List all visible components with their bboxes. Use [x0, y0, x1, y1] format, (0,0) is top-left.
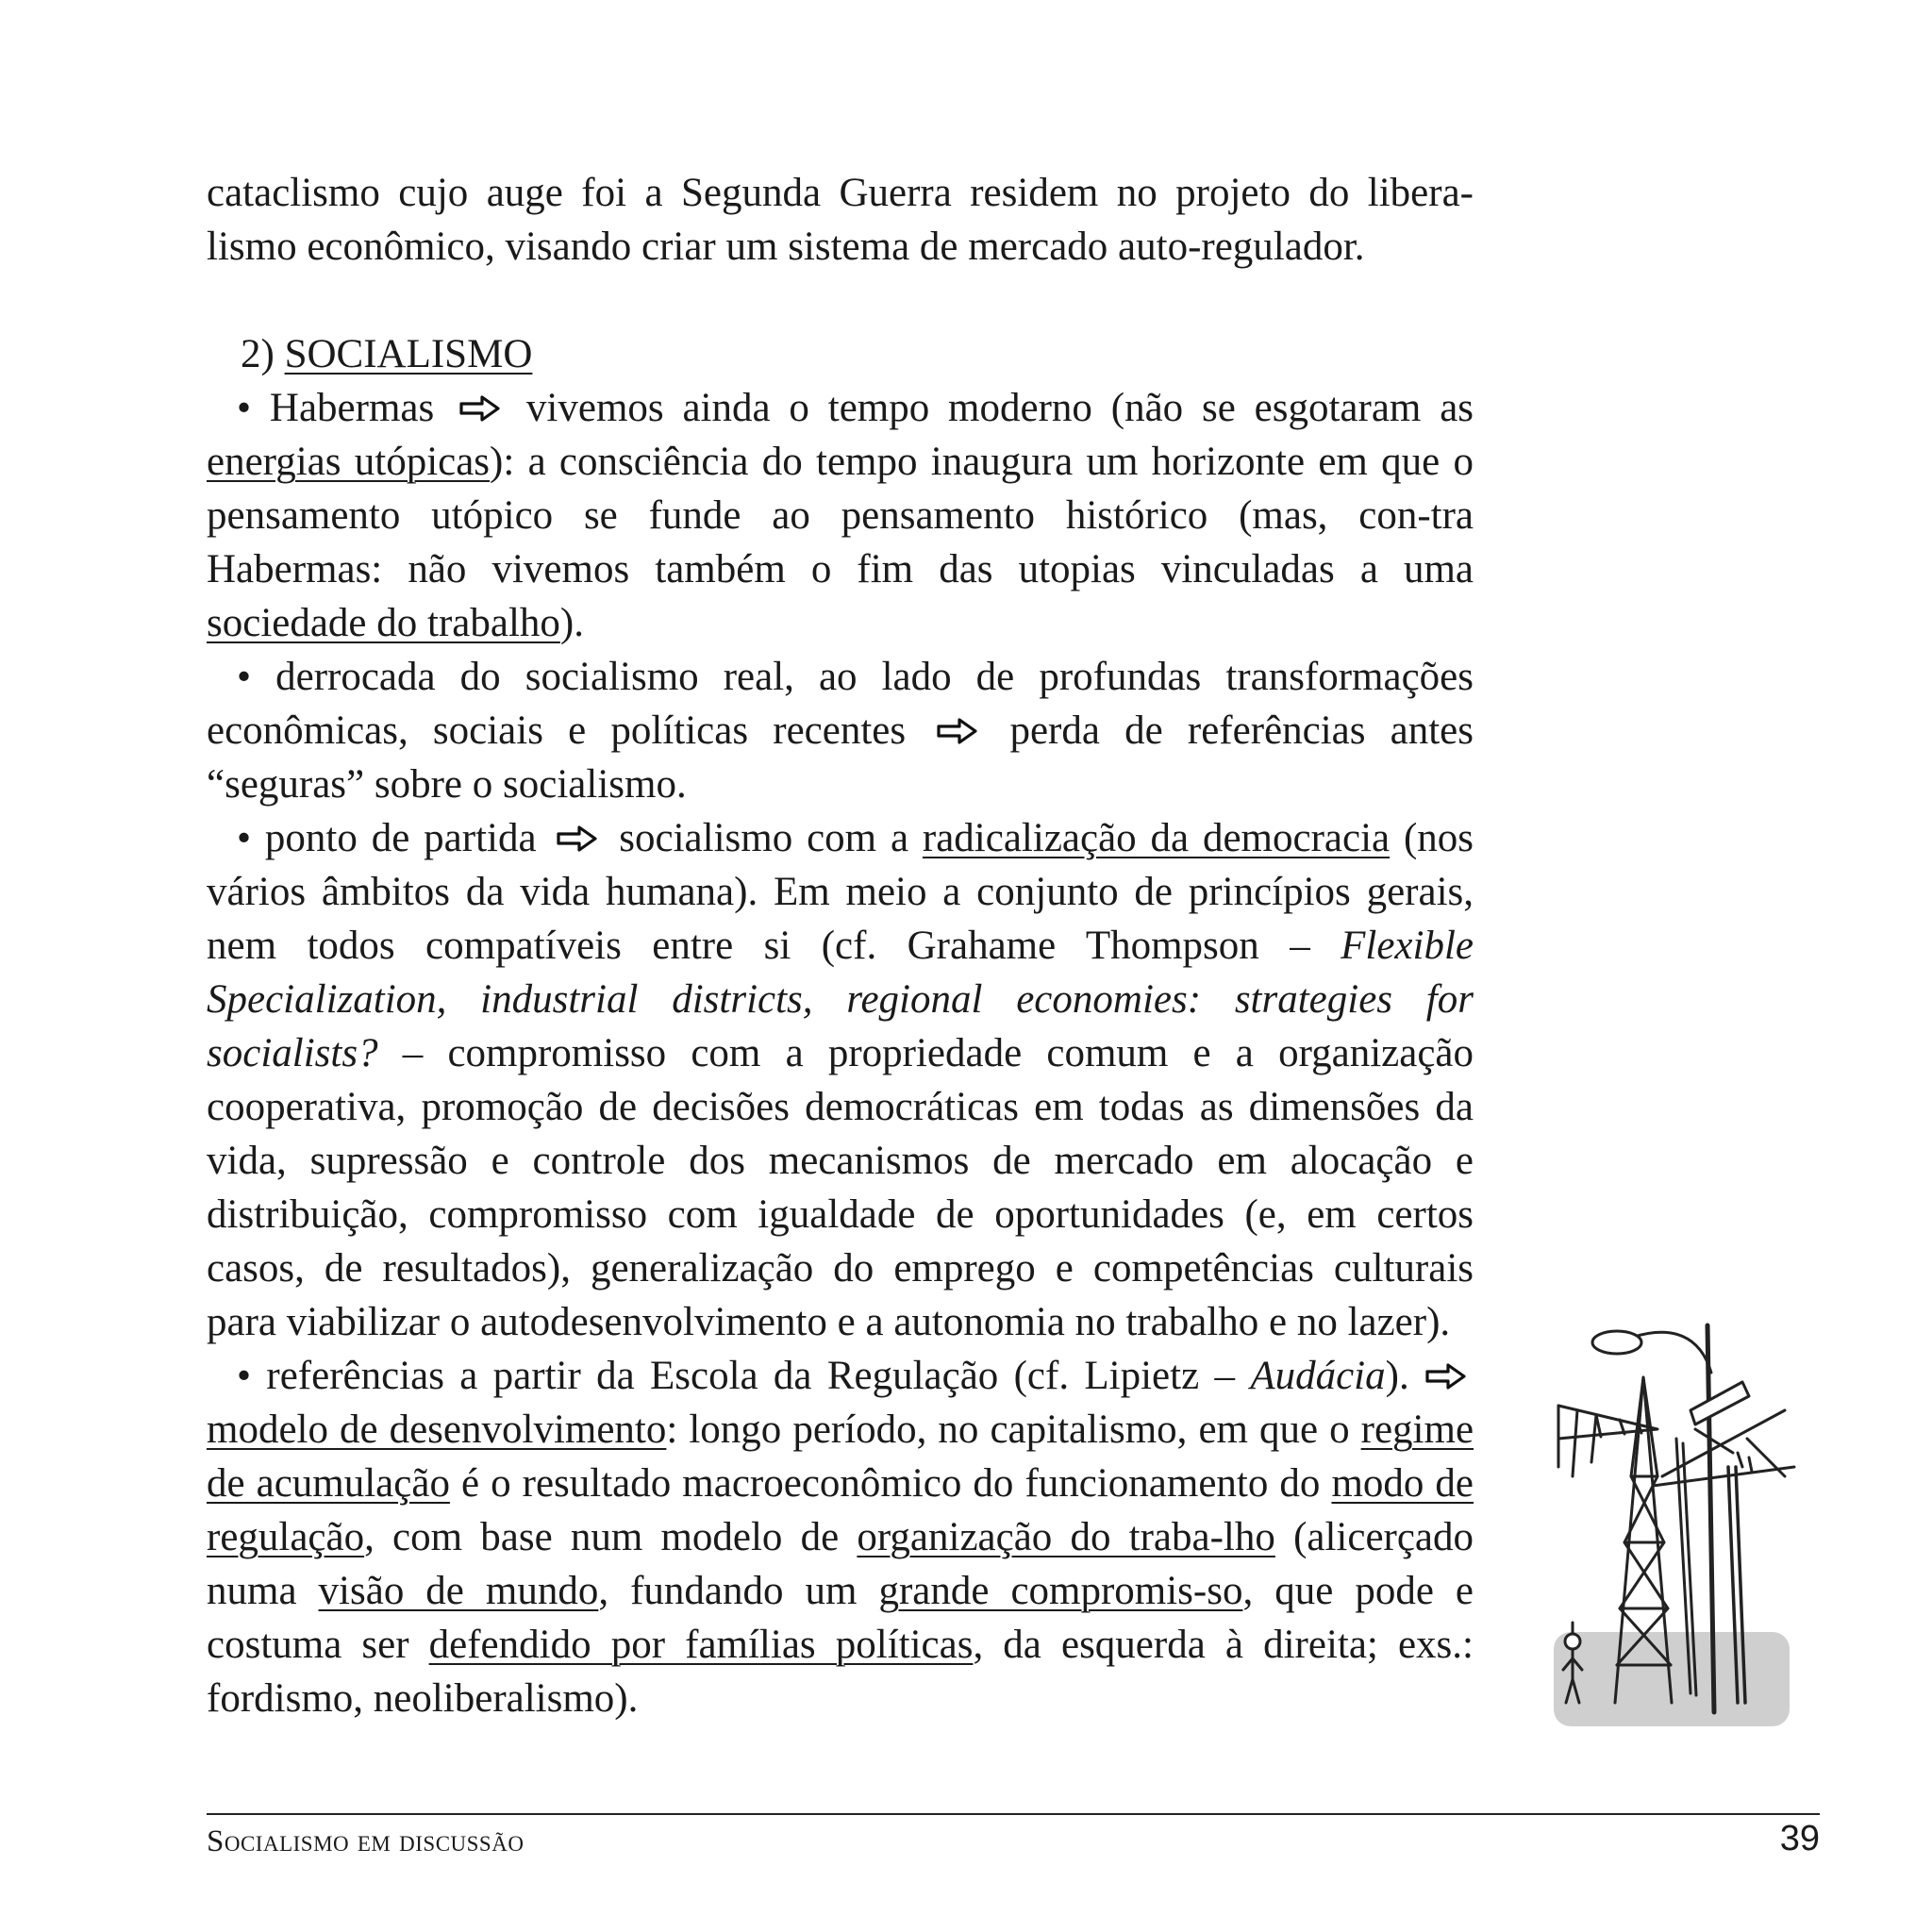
- bullet-mark: •: [237, 816, 252, 860]
- hollow-right-arrow-icon: [458, 394, 502, 423]
- hollow-right-arrow-icon: [936, 717, 979, 745]
- bullet4-text-c: : longo período, no capitalismo, em que o: [666, 1407, 1350, 1452]
- underlined-term: modelo de desenvolvimento: [207, 1407, 667, 1452]
- bullet-mark: •: [237, 655, 252, 699]
- underlined-term: regime de acumulação: [207, 1407, 1474, 1506]
- bullet3-text-c: (nos vários âmbitos da vida humana). Em meio a conjunto de princípios gerais, nem todos compatíveis entre si (cf. Grahame Thompson –: [207, 816, 1474, 968]
- hollow-right-arrow-icon: [1424, 1362, 1468, 1391]
- section-title: SOCIALISMO: [284, 332, 533, 376]
- section-number: 2): [241, 332, 275, 376]
- bullet-derrocada: [207, 650, 1474, 811]
- spacer: [207, 274, 1474, 327]
- page-number: 39: [1779, 1819, 1820, 1858]
- bullet-ponto-de-partida: [207, 811, 1474, 1349]
- power-pylon-with-streetlamp-illustration: [1540, 1288, 1804, 1731]
- bullet-mark: •: [237, 386, 252, 430]
- underlined-term: sociedade do trabalho: [207, 601, 560, 645]
- bullet4-text-d: é o resultado macroeconômico do funcionamento do: [461, 1461, 1321, 1506]
- ground-shadow: [1554, 1632, 1790, 1726]
- bullet3-text-d: – compromisso com a propriedade comum e a organização cooperativa, promoção de decisões democráticas em todas as dimensões da vida, supressão e controle dos mecanismos de mercado em alocação e distribuição, compromisso com igualdade de oportunidades (e, em certos casos, de resultados), generalização do emprego e competências culturais para viabilizar o autodesenvolvimento e a autonomia no trabalho e no lazer).: [207, 1031, 1474, 1344]
- bullet-mark: •: [237, 1354, 252, 1398]
- underlined-term: grande compromis-so: [878, 1569, 1243, 1613]
- underlined-term: visão de mundo: [318, 1569, 599, 1613]
- hollow-right-arrow-icon: [556, 824, 599, 853]
- bullet1-text-b: vivemos ainda o tempo moderno (não se esgotaram as: [525, 386, 1474, 430]
- bullet3-text-b: socialismo com a: [619, 816, 909, 860]
- intro-line-2: lismo econômico, visando criar um sistema de mercado auto-regulador.: [207, 225, 1365, 269]
- underlined-term: energias utópicas: [207, 440, 491, 484]
- bullet4-text-b: ).: [1385, 1354, 1409, 1398]
- bullet2-text-a: derrocada do socialismo real, ao lado de profundas transformações econômicas, sociais e políticas recentes: [207, 655, 1474, 753]
- underlined-term: modo de regulação: [207, 1461, 1474, 1559]
- paragraph-intro: [207, 166, 1474, 274]
- underlined-term: defendido por famílias políticas: [428, 1623, 974, 1667]
- body-text: [207, 166, 1474, 1725]
- bullet-habermas: [207, 381, 1474, 650]
- bullet4-text-a: referências a partir da Escola da Regulação (cf. Lipietz –: [266, 1354, 1235, 1398]
- bullet1-text-c: ): a consciência do tempo inaugura um horizonte em que o pensamento utópico se funde ao pensamento histórico (mas, con-tra Habermas: não vivemos também o fim das utopias vinculadas a uma: [207, 440, 1474, 591]
- underlined-term: radicalização da democracia: [922, 816, 1391, 860]
- intro-line-1: cataclismo cujo auge foi a Segunda Guerra residem no projeto do libera-: [207, 171, 1474, 215]
- book-title: Flexible Specialization, industrial districts, regional economies: strategies for socialists?: [207, 924, 1474, 1075]
- bullet1-text-d: ).: [559, 601, 584, 645]
- footer-rule: [207, 1813, 1820, 1815]
- bullet4-text-e: , com base num modelo de: [364, 1515, 840, 1559]
- bullet1-text-a: Habermas: [269, 386, 435, 430]
- bullet4-text-g: , fundando um: [598, 1569, 858, 1613]
- footer-book-title: Socialismo em discussão: [207, 1824, 525, 1858]
- bullet2-text-b: perda de referências antes “seguras” sobre o socialismo.: [207, 708, 1474, 807]
- bullet3-text-a: ponto de partida: [264, 816, 537, 860]
- underlined-term: organização do traba-lho: [857, 1515, 1275, 1559]
- bullet4-text-f: (alicerçado numa: [207, 1515, 1474, 1613]
- bullet4-text-h: , que pode e costuma ser: [207, 1569, 1474, 1667]
- bullet4-text-i: , da esquerda à direita; exs.: fordismo, neoliberalismo).: [207, 1623, 1474, 1721]
- book-title: Audácia: [1250, 1354, 1386, 1398]
- section-heading: [207, 327, 1474, 381]
- bullet-regulacao: [207, 1349, 1474, 1725]
